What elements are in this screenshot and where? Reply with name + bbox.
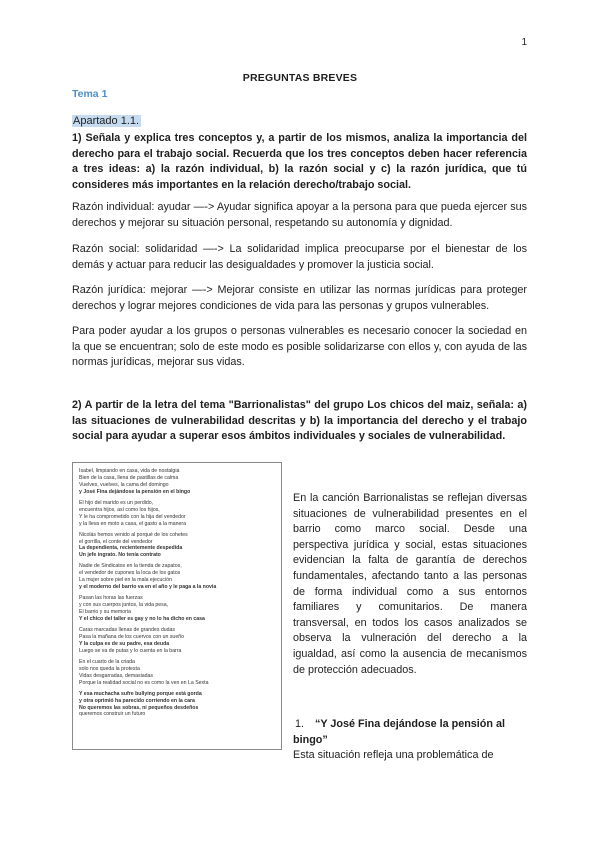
lyrics-line: Luego se va de putas y lo cuenta en la barra	[79, 647, 182, 654]
answer-individual: Razón individual: ayudar —-> Ayudar significa apoyar a la persona para que pueda ejercer sus derechos y mejorar su situación personal, respetando su autonomía y dignidad.	[72, 201, 527, 229]
lyrics-line: y otra oprimió ha parecido corriendo en la cara	[79, 697, 195, 704]
answer-conclusion: Para poder ayudar a los grupos o personas vulnerables es necesario conocer la sociedad en la que se encuentran; solo de este modo es posible solidarizarse con ellos y, con ayuda de las normas jurídicas, mejorar sus vidas.	[72, 325, 527, 369]
lyrics-line: y José Fina dejándose la pensión en el bingo	[79, 488, 191, 495]
lyrics-line: Y le ha comprometido con la hija del vendedor	[79, 513, 186, 520]
lyrics-line: Porque la realidad social no es como la ven en La Sexta	[79, 679, 209, 686]
lyrics-line: Pasa la mañana de los cuervos con un sueño	[79, 633, 184, 640]
analysis-paragraph: En la canción Barrionalistas se reflejan diversas situaciones de vulnerabilidad presentes en el barrio como marco social. Desde una perspectiva jurídica y social, estas situaciones evidencian la falta de garantía de derechos fundamentales, afectando tanto a las personas de forma individual como a sus entornos familiares y comunitarios. De manera transversal, en todos los casos analizados se observa la vulneración del derecho a la igualdad, así como la ausencia de mecanismos de protección adecuados.	[293, 492, 527, 676]
lyrics-line: el gorrilla, el conte del vendedor	[79, 538, 153, 545]
answer-social: Razón social: solidaridad —-> La solidaridad implica preocuparse por el bienestar de los demás y actuar para reducir las desigualdades y promover la justicia social.	[72, 243, 527, 271]
lyrics-line: y el moderno del barrio va en el año y le paga a la novia	[79, 584, 217, 591]
lyrics-stanza	[79, 659, 275, 687]
continuation-paragraph: Esta situación refleja una problemática de	[293, 749, 494, 761]
lyrics-line: Y la culpa es de su padre, esa deuda	[79, 640, 170, 647]
list-item-number: 1.	[295, 718, 305, 730]
lyrics-line: y la lleva en moto a casa, el gasto a la manera	[79, 520, 186, 527]
lyrics-stanza	[79, 563, 275, 591]
lyrics-stanza	[79, 500, 275, 528]
question-1: 1) Señala y explica tres conceptos y, a partir de los mismos, analiza la importancia del derecho para el trabajo social. Recuerda que los tres conceptos deben hacer referencia a tres ideas: a) la razón individual, b) la razón social y c) la razón jurídica, que tú consideres más importantes en la relación derecho/trabajo social.	[72, 132, 527, 191]
lyrics-line: Y el chico del taller es gay y no lo ha dicho en casa	[79, 615, 205, 622]
topic-heading: Tema 1	[72, 88, 108, 100]
page-number: 1	[521, 37, 527, 48]
lyrics-line: Pasan las horas las fuerzas	[79, 595, 143, 602]
lyrics-line: Y esa muchacha sufre bullying porque está gorda	[79, 690, 202, 697]
section-heading: Apartado 1.1.	[73, 115, 140, 127]
lyrics-line: encuentra hijos, así como los hijos,	[79, 506, 160, 513]
lyrics-stanza	[79, 532, 275, 560]
page-title: PREGUNTAS BREVES	[242, 72, 358, 84]
lyrics-line: y con sus cuerpos juntos, la vida pesa,	[79, 602, 169, 609]
lyrics-image	[72, 462, 282, 750]
lyrics-line: Nicolás hemos venido al porqué de los cohetes	[79, 531, 188, 538]
lyrics-line: No queremos las sobras, ni pequeños desdeños	[79, 704, 199, 711]
list-item	[293, 717, 527, 748]
lyrics-line: Nadie de Sindicatos en la tienda de zapatos,	[79, 563, 182, 570]
lyrics-line: Vidas desgarradas, demasiadas	[79, 672, 154, 679]
lyrics-line: solo nos queda la protesta	[79, 665, 140, 672]
lyrics-line: La dependienta, recientemente despedida	[79, 545, 183, 552]
answer-juridica: Razón jurídica: mejorar —-> Mejorar consiste en utilizar las normas jurídicas para proteger derechos y lograr mejores condiciones de vida para las personas y grupos vulnerables.	[72, 284, 527, 312]
lyrics-line: Vuelves, vuelves, la cama del domingo	[79, 481, 169, 488]
lyrics-line: El hijo del marido es un perdido,	[79, 499, 154, 506]
lyrics-stanza	[79, 627, 275, 655]
lyrics-stanza	[79, 595, 275, 623]
lyrics-line: La mujer sobre piel en la mala ejecución	[79, 577, 172, 584]
lyrics-line: Bien de la casa, llena de pastillas de calma	[79, 474, 179, 481]
lyrics-line: Isabel, limpiando en casa, vida de nostalgia	[79, 468, 180, 474]
lyrics-line: Caras marcadas llenas de grandes dudas	[79, 627, 176, 634]
lyrics-line: el vendedor de cupones la loca de los gatos	[79, 570, 181, 577]
lyrics-stanza	[79, 468, 275, 496]
lyrics-line: Un jefe ingrato. No tenía contrato	[79, 552, 161, 559]
lyrics-line: queremos construir un futuro	[79, 711, 146, 718]
list-item-text: “Y José Fina dejándose la pensión al bingo”	[293, 718, 506, 746]
lyrics-line: El barrio y su memoria	[79, 609, 131, 616]
lyrics-line: En el cuarto de la criada	[79, 658, 135, 665]
question-2: 2) A partir de la letra del tema "Barrionalistas" del grupo Los chicos del maiz, señala: a) las situaciones de vulnerabilidad descritas y b) la importancia del derecho y el trabajo social para ayudar a superar esos ámbitos individuales y sociales de vulnerabilidad.	[72, 399, 527, 443]
lyrics-stanza	[79, 691, 275, 719]
